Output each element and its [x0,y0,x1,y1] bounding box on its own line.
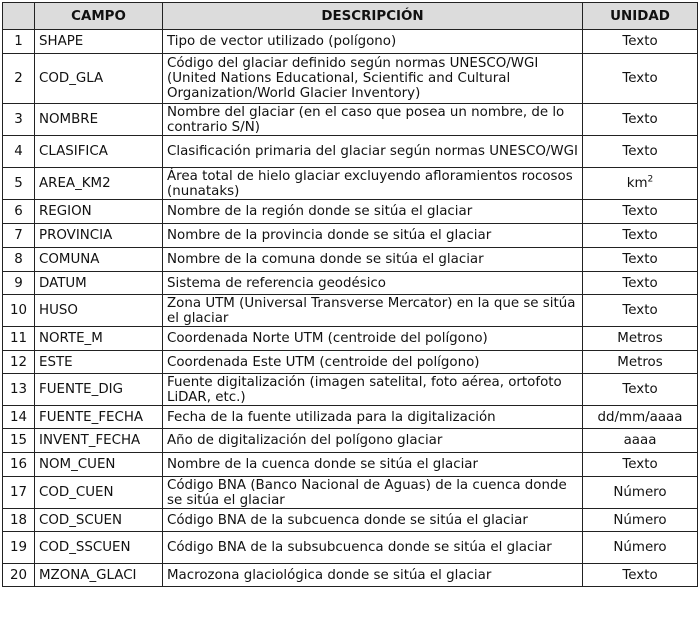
row-number-cell: 17 [3,477,35,509]
descripcion-cell: Fecha de la fuente utilizada para la digitalización [163,406,583,429]
row-number-cell: 8 [3,248,35,272]
table-row [3,453,698,477]
row-number-cell: 3 [3,104,35,136]
descripcion-cell: Tipo de vector utilizado (polígono) [163,30,583,54]
table-body [3,30,698,587]
unidad-cell: Número [583,532,698,564]
campo-cell: INVENT_FECHA [35,429,163,453]
table-row [3,272,698,295]
descripcion-cell: Fuente digitalización (imagen satelital, foto aérea, ortofoto LiDAR, etc.) [163,374,583,406]
descripcion-cell: Nombre del glaciar (en el caso que posea un nombre, de lo contrario S/N) [163,104,583,136]
table-row [3,509,698,532]
unidad-cell: Texto [583,374,698,406]
descripcion-cell: Coordenada Este UTM (centroide del polígono) [163,351,583,374]
descripcion-cell: Nombre de la cuenca donde se sitúa el glaciar [163,453,583,477]
unidad-cell: Texto [583,30,698,54]
table-row [3,295,698,327]
descripcion-cell: Nombre de la comuna donde se sitúa el glaciar [163,248,583,272]
row-number-cell: 2 [3,54,35,104]
table-row [3,248,698,272]
row-number-cell: 4 [3,136,35,168]
campo-cell: SHAPE [35,30,163,54]
row-number-cell: 18 [3,509,35,532]
row-number-cell: 11 [3,327,35,351]
campo-cell: FUENTE_DIG [35,374,163,406]
table-row [3,200,698,224]
campo-cell: REGION [35,200,163,224]
unidad-cell: Texto [583,272,698,295]
row-number-cell: 10 [3,295,35,327]
table-row [3,429,698,453]
campo-cell: COD_CUEN [35,477,163,509]
descripcion-cell: Zona UTM (Universal Transverse Mercator) en la que se sitúa el glaciar [163,295,583,327]
campo-cell: COD_SCUEN [35,509,163,532]
campo-cell: NOM_CUEN [35,453,163,477]
row-number-cell: 15 [3,429,35,453]
unidad-cell: Metros [583,327,698,351]
row-number-cell: 1 [3,30,35,54]
table-row [3,327,698,351]
table-row [3,532,698,564]
table-row [3,168,698,200]
header-descripcion: DESCRIPCIÓN [163,3,583,30]
campo-cell: COD_GLA [35,54,163,104]
table-row [3,224,698,248]
header-campo: CAMPO [35,3,163,30]
fields-table [2,2,698,587]
table-row [3,564,698,587]
table-row [3,374,698,406]
descripcion-cell: Coordenada Norte UTM (centroide del polígono) [163,327,583,351]
descripcion-cell: Código BNA de la subsubcuenca donde se sitúa el glaciar [163,532,583,564]
campo-cell: MZONA_GLACI [35,564,163,587]
descripcion-cell: Clasificación primaria del glaciar según normas UNESCO/WGI [163,136,583,168]
descripcion-cell: Nombre de la región donde se sitúa el glaciar [163,200,583,224]
unidad-cell: Texto [583,136,698,168]
descripcion-cell: Nombre de la provincia donde se sitúa el glaciar [163,224,583,248]
unidad-cell: Texto [583,200,698,224]
campo-cell: NOMBRE [35,104,163,136]
unidad-cell: Texto [583,224,698,248]
unidad-cell: Texto [583,54,698,104]
header-row [3,3,698,30]
descripcion-cell: Área total de hielo glaciar excluyendo afloramientos rocosos (nunataks) [163,168,583,200]
unidad-cell: Texto [583,564,698,587]
unidad-cell: Texto [583,453,698,477]
row-number-cell: 7 [3,224,35,248]
campo-cell: AREA_KM2 [35,168,163,200]
unidad-cell: Metros [583,351,698,374]
unidad-cell: Número [583,477,698,509]
table-row [3,30,698,54]
row-number-cell: 5 [3,168,35,200]
row-number-cell: 20 [3,564,35,587]
unidad-cell: aaaa [583,429,698,453]
table-row [3,136,698,168]
campo-cell: ESTE [35,351,163,374]
table-row [3,104,698,136]
campo-cell: HUSO [35,295,163,327]
table-header [3,3,698,30]
campo-cell: CLASIFICA [35,136,163,168]
unidad-cell: $km^2$ [583,168,698,200]
header-num [3,3,35,30]
table-row [3,351,698,374]
row-number-cell: 13 [3,374,35,406]
row-number-cell: 12 [3,351,35,374]
table-row [3,477,698,509]
header-unidad: UNIDAD [583,3,698,30]
campo-cell: PROVINCIA [35,224,163,248]
unidad-cell: Número [583,509,698,532]
row-number-cell: 9 [3,272,35,295]
unidad-cell: Texto [583,104,698,136]
campo-cell: DATUM [35,272,163,295]
campo-cell: NORTE_M [35,327,163,351]
campo-cell: COMUNA [35,248,163,272]
descripcion-cell: Año de digitalización del polígono glaciar [163,429,583,453]
campo-cell: COD_SSCUEN [35,532,163,564]
descripcion-cell: Código BNA (Banco Nacional de Aguas) de la cuenca donde se sitúa el glaciar [163,477,583,509]
row-number-cell: 19 [3,532,35,564]
row-number-cell: 14 [3,406,35,429]
campo-cell: FUENTE_FECHA [35,406,163,429]
descripcion-cell: Código del glaciar definido según normas UNESCO/WGI (United Nations Educational, Scientific and Cultural Organization/World Glacier Inventory) [163,54,583,104]
unit-superscript: 2 [647,174,654,185]
row-number-cell: 16 [3,453,35,477]
row-number-cell: 6 [3,200,35,224]
descripcion-cell: Macrozona glaciológica donde se sitúa el glaciar [163,564,583,587]
unidad-cell: Texto [583,295,698,327]
descripcion-cell: Sistema de referencia geodésico [163,272,583,295]
descripcion-cell: Código BNA de la subcuenca donde se sitúa el glaciar [163,509,583,532]
table-row [3,54,698,104]
unidad-cell: dd/mm/aaaa [583,406,698,429]
unidad-cell: Texto [583,248,698,272]
table-row [3,406,698,429]
